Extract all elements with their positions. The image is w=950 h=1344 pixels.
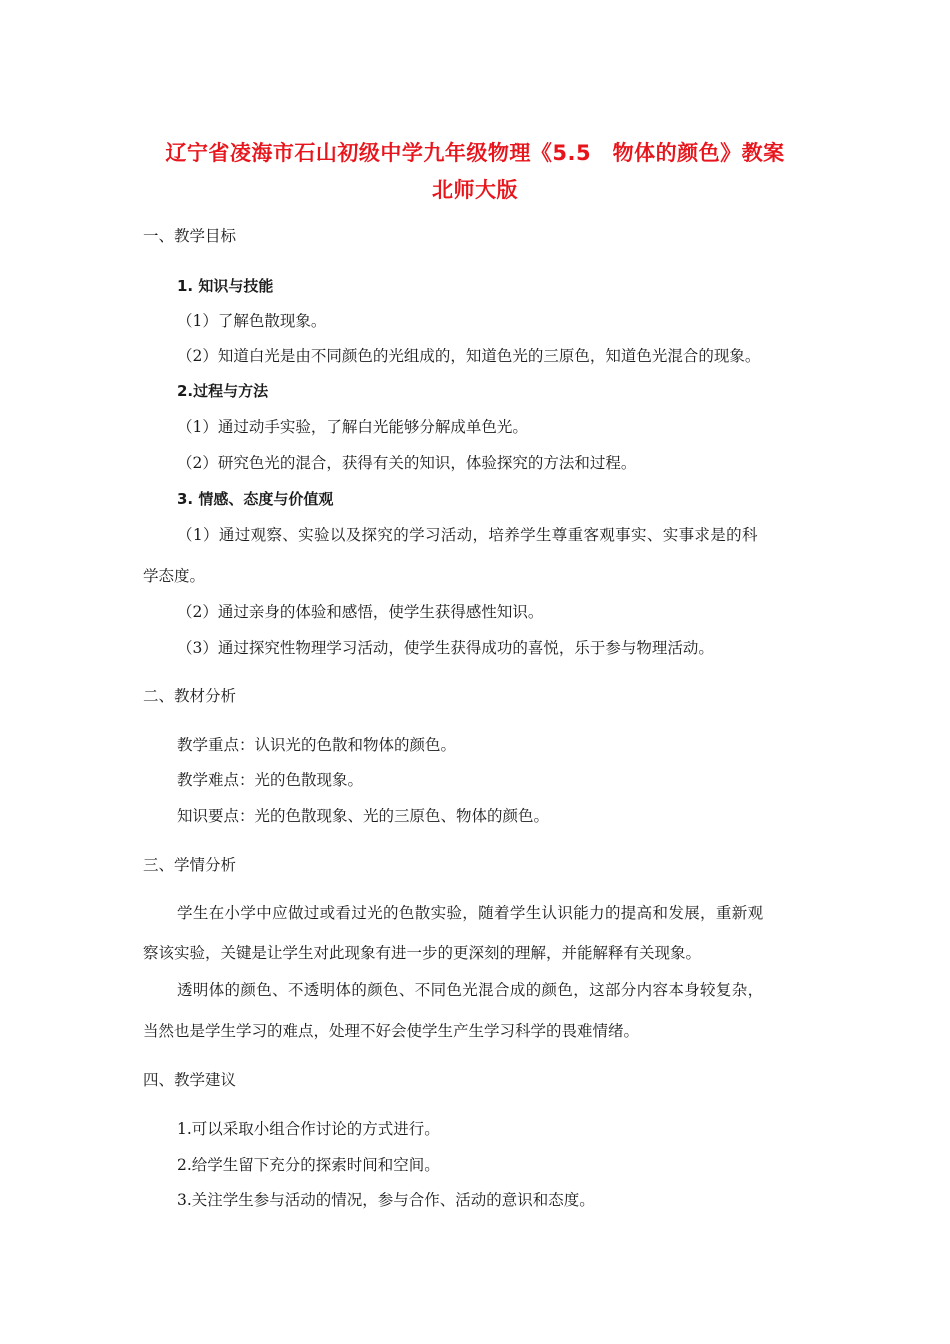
list-item: （1）了解色散现象。 <box>177 312 327 330</box>
list-item: 教学难点：光的色散现象。 <box>177 771 364 789</box>
list-item: 教学重点：认识光的色散和物体的颜色。 <box>177 736 457 754</box>
section-heading-teaching-suggestions: 四、教学建议 <box>143 1071 237 1089</box>
list-item: （1）通过观察、实验以及探究的学习活动，培养学生尊重客观事实、实事求是的科 <box>177 526 758 544</box>
section-heading-material-analysis: 二、教材分析 <box>143 687 237 705</box>
section-heading-learner-analysis: 三、学情分析 <box>143 856 237 874</box>
list-item: （3）通过探究性物理学习活动，使学生获得成功的喜悦，乐于参与物理活动。 <box>177 639 714 657</box>
list-item: 3.关注学生参与活动的情况，参与合作、活动的意识和态度。 <box>177 1191 595 1209</box>
subheading-attitude-values: 3. 情感、态度与价值观 <box>177 490 334 508</box>
list-item: （2）通过亲身的体验和感悟，使学生获得感性知识。 <box>177 603 544 621</box>
list-item: 知识要点：光的色散现象、光的三原色、物体的颜色。 <box>177 807 550 825</box>
list-item: （2）研究色光的混合，获得有关的知识，体验探究的方法和过程。 <box>177 454 637 472</box>
list-item: 2.给学生留下充分的探索时间和空间。 <box>177 1156 440 1174</box>
section-heading-teaching-goals: 一、教学目标 <box>143 227 237 245</box>
list-item: （2）知道白光是由不同颜色的光组成的，知道色光的三原色，知道色光混合的现象。 <box>177 347 761 365</box>
list-item: 1.可以采取小组合作讨论的方式进行。 <box>177 1120 440 1138</box>
paragraph-line: 学生在小学中应做过或看过光的色散实验，随着学生认识能力的提高和发展，重新观 <box>177 904 764 922</box>
document-title-line-1: 辽宁省凌海市石山初级中学九年级物理《5.5 物体的颜色》教案 <box>165 141 785 165</box>
paragraph-line: 当然也是学生学习的难点，处理不好会使学生产生学习科学的畏难情绪。 <box>143 1022 640 1040</box>
document-title-line-2: 北师大版 <box>432 178 518 202</box>
subheading-knowledge-skills: 1. 知识与技能 <box>177 277 274 295</box>
list-item: （1）通过动手实验，了解白光能够分解成单色光。 <box>177 418 528 436</box>
list-item-continuation: 学态度。 <box>143 567 206 585</box>
subheading-process-method: 2.过程与方法 <box>177 382 269 400</box>
paragraph-line: 察该实验，关键是让学生对此现象有进一步的更深刻的理解，并能解释有关现象。 <box>143 944 702 962</box>
paragraph-line: 透明体的颜色、不透明体的颜色、不同色光混合成的颜色，这部分内容本身较复杂， <box>177 981 764 999</box>
